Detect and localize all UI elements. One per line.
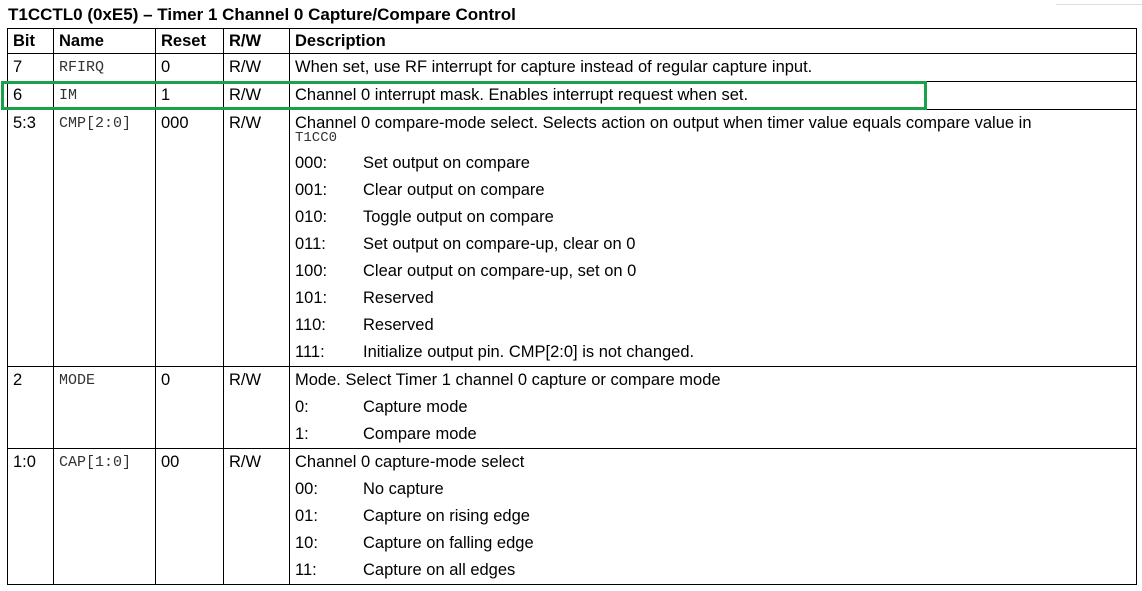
table-row [8,110,1137,367]
option-item [295,231,1131,258]
description-cell [290,82,1137,110]
option-item [295,339,1131,366]
option-code: 01: [295,507,318,525]
name-cell: MODE [54,367,156,449]
reset-cell: 000 [156,110,224,367]
option-item [295,394,1131,421]
option-text: Toggle output on compare [363,208,554,226]
option-item [295,258,1131,285]
bit-cell: 2 [8,367,54,449]
description-cell [290,367,1137,449]
option-item [295,557,1131,584]
description-text: Channel 0 interrupt mask. Enables interrupt request when set. [295,86,749,104]
rw-cell: R/W [224,449,290,585]
option-code: 110: [295,316,326,334]
name-cell: CMP[2:0] [54,110,156,367]
bit-cell: 6 [8,82,54,110]
option-item [295,476,1131,503]
option-item [295,204,1131,231]
rw-cell: R/W [224,110,290,367]
bit-cell: 7 [8,54,54,82]
option-item [295,312,1131,339]
rw-cell: R/W [224,54,290,82]
register-title: T1CCTL0 (0xE5) – Timer 1 Channel 0 Capture/Compare Control [8,5,516,24]
header-description: Description [290,29,1137,54]
table-header-row [8,29,1137,54]
option-text: Set output on compare [363,154,530,172]
option-code: 000: [295,154,328,172]
option-code: 00: [295,480,318,498]
corner-divider [1056,0,1142,5]
option-text: Reserved [363,289,434,307]
rw-cell: R/W [224,82,290,110]
option-text: Capture on rising edge [363,507,530,525]
table-row [8,82,1137,110]
description-text: Channel 0 capture-mode select [295,453,525,471]
option-code: 010: [295,208,328,226]
header-rw: R/W [224,29,290,54]
option-item [295,285,1131,312]
description-cell [290,54,1137,82]
table-row [8,449,1137,585]
option-item [295,530,1131,557]
option-text: Capture on falling edge [363,534,534,552]
option-code: 011: [295,235,326,253]
table-row [8,54,1137,82]
header-bit: Bit [8,29,54,54]
option-text: Reserved [363,316,434,334]
option-item [295,150,1131,177]
description-text: Channel 0 compare-mode select. Selects action on output when timer value equals compare value in [295,114,1032,132]
option-text: Clear output on compare [363,181,545,199]
bit-cell: 1:0 [8,449,54,585]
name-cell: CAP[1:0] [54,449,156,585]
option-code: 11: [295,561,317,579]
rw-cell: R/W [224,367,290,449]
reset-cell: 00 [156,449,224,585]
register-table [7,28,1137,585]
option-text: Capture mode [363,398,468,416]
reset-cell: 0 [156,367,224,449]
option-text: Capture on all edges [363,561,516,579]
option-code: 100: [295,262,328,280]
option-item [295,421,1131,448]
option-text: Set output on compare-up, clear on 0 [363,235,636,253]
description-cell [290,449,1137,585]
header-reset: Reset [156,29,224,54]
reset-cell: 1 [156,82,224,110]
option-text: Compare mode [363,425,477,443]
option-code: 0: [295,398,309,416]
option-code: 101: [295,289,328,307]
description-text: Mode. Select Timer 1 channel 0 capture or compare mode [295,371,721,389]
option-code: 111: [295,343,325,361]
option-code: 001: [295,181,328,199]
table-row [8,367,1137,449]
name-cell: IM [54,82,156,110]
option-item [295,503,1131,530]
bit-cell: 5:3 [8,110,54,367]
option-code: 1: [295,425,309,443]
header-name: Name [54,29,156,54]
description-cell [290,110,1137,367]
option-text: Initialize output pin. CMP[2:0] is not changed. [363,343,695,361]
option-text: Clear output on compare-up, set on 0 [363,262,637,280]
option-text: No capture [363,480,444,498]
name-cell: RFIRQ [54,54,156,82]
register-reference: T1CC0 [295,130,338,146]
description-text: When set, use RF interrupt for capture instead of regular capture input. [295,58,813,76]
option-item [295,177,1131,204]
reset-cell: 0 [156,54,224,82]
option-code: 10: [295,534,318,552]
